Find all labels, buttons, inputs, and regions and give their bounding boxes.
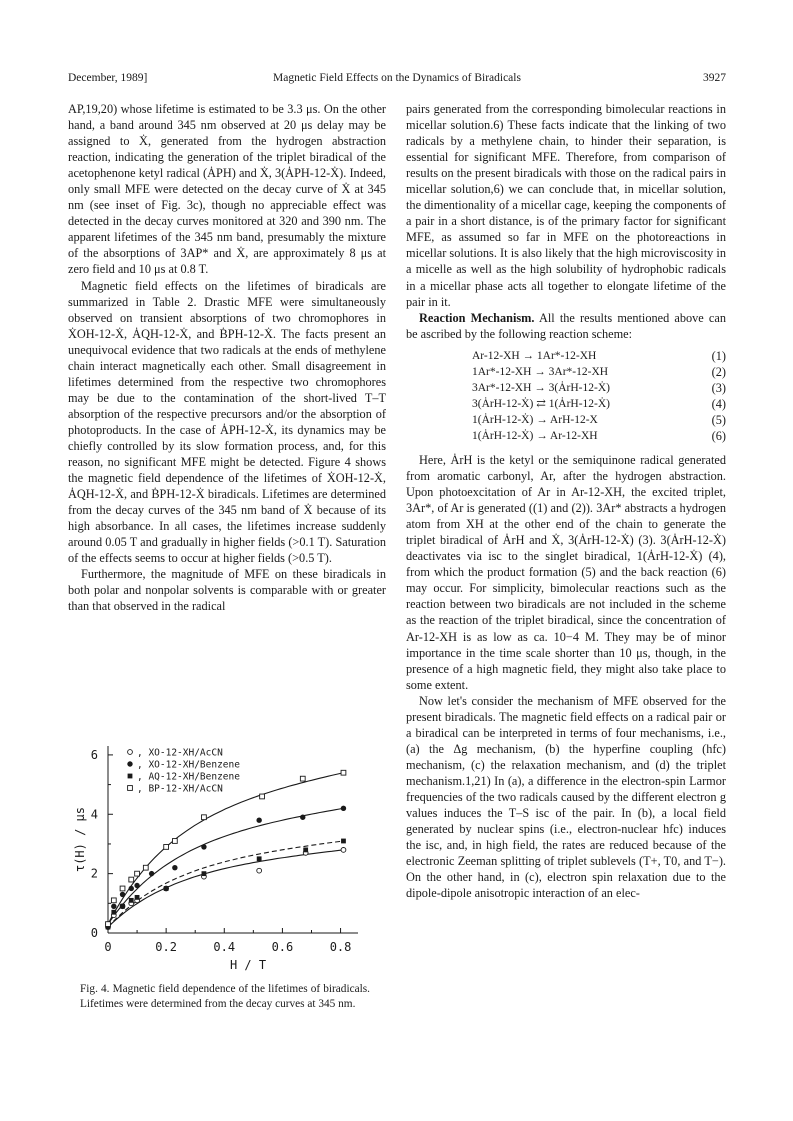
- figure-4: [68, 738, 386, 972]
- equation-number: (4): [711, 396, 726, 411]
- fit-curve: [108, 773, 344, 924]
- data-point: [341, 839, 346, 844]
- legend-entry: , XO-12-XH/AcCN: [137, 747, 223, 759]
- header-title: Magnetic Field Effects on the Dynamics of Biradicals: [273, 72, 521, 84]
- data-point: [111, 910, 116, 915]
- right-column: [406, 101, 726, 901]
- data-point: [260, 794, 265, 799]
- paragraph: Here, ȦrH is the ketyl or the semiquinone radical generated from aromatic carbonyl, Ar, after the hydrogen abstraction. Upon photoexcitation of Ar in Ar-12-XH, the excited triplet, 3Ar*, of Ar is generated ((1) and (2)). 3Ar* abstracts a hydrogen atom from XH at the other end of the chain to generate the triplet biradical of ȦrH and Ẋ, 3(ȦrH-12-Ẋ) (3). 3(ȦrH-12-Ẋ) deactivates via isc to the singlet biradical, 1(ȦrH-12-Ẋ) (4), from which the product formation (5) and the back reaction (6) may occur. For simplicity, bimolecular reactions such as the reaction between two biradicals are not included in the scheme as the reaction of the triplet biradical, since the concentration of Ar-12-XH is as low as ca. 10−4 M. They may be of minor importance in the time scale shorter than 10 μs, though, in the presence of a high magnetic field, they might also take place to some extent.: [406, 452, 726, 692]
- data-point: [202, 815, 207, 820]
- reaction-scheme: [406, 348, 726, 444]
- x-tick-label: 0: [104, 940, 112, 954]
- data-point: [128, 786, 133, 791]
- data-point: [300, 815, 305, 820]
- y-tick-label: 4: [90, 807, 98, 822]
- data-point: [128, 774, 133, 779]
- equation-number: (3): [711, 380, 726, 395]
- paragraph: Now let's consider the mechanism of MFE observed for the present biradicals. The magnetic field effects on a radical pair or a biradical can be interpreted in terms of four mechanisms, i.e., (a) the Δg mechanism, (b) the hyperfine coupling (hfc) mechanism, (c) the relaxation mechanism, and (d) the triplet mechanism.1,21) In (a), a difference in the electron-spin Larmor frequencies of the two radicals caused by the different electron g values induces the T–S isc of the pair. In (b), a local field generated by nuclear spins (i.e., electron-nuclear hfc) induces the isc, and, in high field, the rates are reduced because of the electronic Zeeman splitting of triplet sublevels (T+, T0, and T−). On the other hand, in (c), electron spin relaxation due to the dipole-dipole anisotropic interaction of an elec-: [406, 693, 726, 901]
- paragraph: AP,19,20) whose lifetime is estimated to be 3.3 μs. On the other hand, a band around 345 nm observed at 20 μs delay may be assigned to Ẋ, generated from the hydrogen abstraction reaction, indicating the generation of the triplet biradical of the acetophenone ketyl radical (ȦPH) and Ẋ, 3(ȦPH-12-Ẋ). Indeed, only small MFE were detected on the decay curve of Ẋ at 345 nm (see inset of Fig. 3c), though no appreciable effect was detected in the decay curves monitored at 320 and 390 nm. The apparent lifetimes of the 345 nm band, presumably the mixture of the absorptions of 3AP* and Ẋ, are approximately 8 μs at zero field and 10 μs at 0.8 T.: [68, 102, 386, 277]
- equation-number: (6): [711, 428, 726, 443]
- data-point: [341, 770, 346, 775]
- data-point: [201, 844, 206, 849]
- data-point: [257, 856, 262, 861]
- data-point: [341, 806, 346, 811]
- section-heading: Reaction Mechanism.: [419, 310, 535, 325]
- y-axis-label: τ(H) / μs: [73, 806, 87, 873]
- scheme-equation: [406, 348, 726, 364]
- data-point: [106, 922, 111, 927]
- legend-entry: , XO-12-XH/Benzene: [137, 759, 240, 771]
- data-point: [128, 750, 133, 755]
- data-point: [164, 886, 169, 891]
- data-point: [303, 847, 308, 852]
- legend-entry: , BP-12-XH/AcCN: [137, 783, 223, 795]
- equation-number: (1): [711, 348, 726, 363]
- data-point: [129, 898, 134, 903]
- left-column: [68, 101, 386, 615]
- x-tick-label: 0.2: [155, 940, 177, 954]
- data-point: [256, 818, 261, 823]
- equation-number: (2): [711, 364, 726, 379]
- data-point: [341, 847, 346, 852]
- data-point: [300, 776, 305, 781]
- data-point: [127, 761, 132, 766]
- paragraph: Furthermore, the magnitude of MFE on these biradicals in both polar and nonpolar solvents is comparable with or greater than that observed in the radical: [68, 567, 386, 614]
- paragraph: [406, 310, 726, 342]
- data-point: [120, 904, 125, 909]
- equation-text: 1(ȦrH-12-Ẋ) → Ar-12-XH: [472, 429, 598, 442]
- y-tick-label: 0: [90, 926, 98, 940]
- equation-text: 1Ar*-12-XH → 3Ar*-12-XH: [472, 365, 609, 378]
- data-point: [135, 895, 140, 900]
- equation-text: 3Ar*-12-XH → 3(ȦrH-12-Ẋ): [472, 381, 610, 394]
- scheme-equation: [406, 380, 726, 396]
- x-tick-label: 0.6: [271, 940, 294, 954]
- equation-number: (5): [711, 412, 726, 427]
- data-point: [129, 877, 134, 882]
- header-date: December, 1989]: [68, 72, 148, 84]
- scheme-equation: [406, 428, 726, 444]
- data-point: [202, 871, 207, 876]
- data-point: [172, 865, 177, 870]
- caption-text: Magnetic field dependence of the lifetimes of biradicals. Lifetimes were determined from the decay curves at 345 nm.: [80, 983, 370, 1010]
- equation-text: 3(ȦrH-12-Ẋ) ⇄ 1(ȦrH-12-Ẋ): [472, 397, 611, 410]
- legend-entry: , AQ-12-XH/Benzene: [137, 771, 240, 783]
- page-number: 3927: [703, 72, 726, 84]
- equation-text: 1(ȦrH-12-Ẋ) → ArH-12-X: [472, 413, 598, 426]
- data-point: [172, 839, 177, 844]
- data-point: [129, 886, 134, 891]
- running-header: [68, 72, 726, 88]
- scheme-equation: [406, 412, 726, 428]
- paragraph-text: All the results mentioned above can be ascribed by the following reaction scheme:: [406, 310, 726, 341]
- data-point: [120, 886, 125, 891]
- data-point: [120, 892, 125, 897]
- x-tick-label: 0.4: [213, 940, 236, 954]
- data-point: [135, 871, 140, 876]
- data-point: [111, 904, 116, 909]
- y-tick-label: 2: [90, 866, 98, 881]
- x-axis-label: H / T: [229, 958, 267, 972]
- caption-label: Fig. 4.: [80, 983, 110, 995]
- x-tick-label: 0.8: [329, 940, 352, 954]
- figure-caption: [80, 982, 370, 1011]
- equation-text: Ar-12-XH → 1Ar*-12-XH: [472, 349, 597, 362]
- data-point: [164, 845, 169, 850]
- paragraph: Magnetic field effects on the lifetimes of biradicals are summarized in Table 2. Drastic MFE were simultaneously observed on transient absorptions of two chromophores in ẊOH-12-Ẋ, ȦQH-12-Ẋ, and ḂPH-12-Ẋ. The facts present an unequivocal evidence that two radicals at the ends of methylene chain interact magnetically each other. Small disagreement in lifetimes determined from the respective two chromophores may be due to the contamination of the short-lived T–T absorption of the respective precursors and/or the absorption of photoproducts. In the case of ȦPH-12-Ẋ, its dynamics may be chiefly controlled by its slow formation process, and, for this reason, no significant MFE might be detected. Figure 4 shows the magnetic field dependence of the lifetimes of ẊOH-12-Ẋ, ȦQH-12-Ẋ, and ḂPH-12-Ẋ biradicals. Lifetimes are determined from the decay curves of the 345 nm band of Ẋ because of its high absorbance. In all cases, the lifetimes increase suddenly around 0.05 T and gradually in higher fields (>0.1 T). Saturation of the effects seems to occur at higher fields (>0.5 T).: [68, 278, 386, 566]
- data-point: [111, 898, 116, 903]
- data-point: [149, 871, 154, 876]
- data-point: [134, 883, 139, 888]
- data-point: [257, 868, 262, 873]
- paragraph: pairs generated from the corresponding bimolecular reactions in micellar solution.6) These facts indicate that the linking of two radicals by a methylene chain, to hinder their separation, is essential for significant MFE. Therefore, from comparison of results on the present biradicals with those on the radical pairs in micellar solution,6) we can conclude that, in micellar solution, the dimentionality of a micellar cage, keeping the components of a pair in a short distance, is of the primary factor for significant MFE, as assumed so far in MFE on the photoreactions in micellar solutions. It is also likely that the high microviscosity in a micelle as well as the high solubility of hydrophobic radicals in a micellar phase acts all together to elongate lifetime of the pair in it.: [406, 102, 726, 309]
- data-point: [143, 865, 148, 870]
- scheme-equation: [406, 364, 726, 380]
- y-tick-label: 6: [90, 747, 98, 762]
- lifetime-chart: [68, 738, 386, 973]
- scheme-equation: [406, 396, 726, 412]
